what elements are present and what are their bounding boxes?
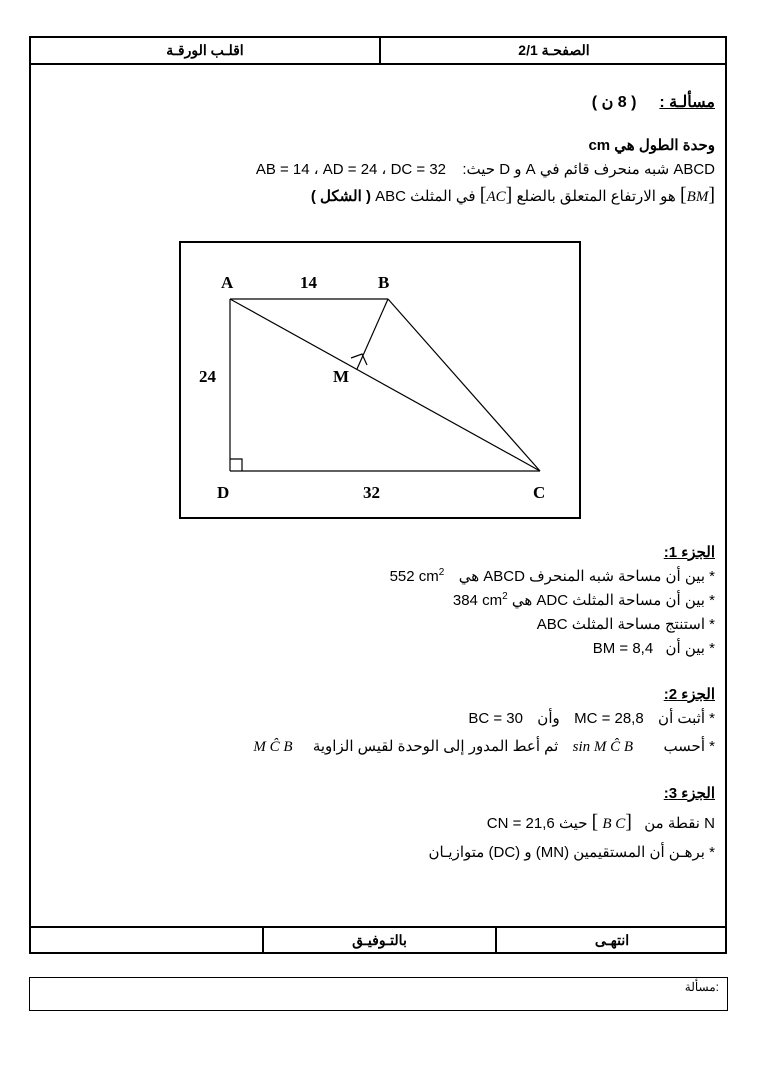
segment-ac: AC bbox=[486, 189, 506, 205]
unit-line: وحدة الطول هي cm bbox=[588, 137, 715, 154]
label-ad-length: 24 bbox=[199, 367, 216, 386]
part1-item-3: * استنتج مساحة المثلث ABC bbox=[536, 616, 715, 633]
part1-item-1: * بين أن مساحة شبه المنحرف ABCD هي 552 $cm^2$ bbox=[389, 567, 715, 585]
part1-title: الجزء 1: bbox=[663, 544, 715, 561]
statement-2d: في المثلث ABC bbox=[375, 188, 476, 205]
part2-item-1: * أثبت أن MC = 28,8 وأن BC = 30 bbox=[468, 710, 715, 727]
right-angle-d bbox=[230, 459, 242, 471]
statement-1b: AB = 14 ، AD = 24 ، DC = 32 bbox=[255, 161, 447, 178]
problem-title bbox=[592, 92, 715, 112]
sin-expression: sin M Ĉ B bbox=[572, 739, 634, 755]
footer-divider-2 bbox=[262, 928, 264, 952]
angle-mcb: M Ĉ B bbox=[253, 739, 293, 755]
problem-title-text: مسألـة : bbox=[659, 94, 715, 111]
end-label: انتهـى bbox=[594, 932, 630, 948]
problem-points: ( 8 ن ) bbox=[591, 94, 637, 111]
part3-title: الجزء 3: bbox=[663, 785, 715, 802]
segment-bc: B C bbox=[602, 816, 626, 832]
segment-bm: BM bbox=[686, 189, 709, 205]
label-m: M bbox=[333, 367, 350, 386]
header-divider bbox=[379, 38, 381, 63]
exam-frame bbox=[29, 36, 727, 954]
part1-item-4: * بين أن BM = 8,4 bbox=[592, 640, 715, 657]
statement-2b: هو الارتفاع المتعلق بالضلع bbox=[516, 188, 676, 205]
label-a: A bbox=[221, 273, 234, 292]
part3-item-1: N نقطة من [B C] حيث CN = 21,6 bbox=[486, 811, 715, 833]
label-dc-length: 32 bbox=[363, 483, 380, 502]
statement-line-1 bbox=[256, 160, 715, 178]
label-ab-length: 14 bbox=[300, 273, 317, 292]
segment-bm-line bbox=[357, 299, 388, 369]
figure-reference: ( الشكل ) bbox=[310, 188, 371, 205]
answer-box bbox=[29, 977, 728, 1011]
label-b: B bbox=[378, 273, 390, 292]
part2-title: الجزء 2: bbox=[663, 686, 715, 703]
part1-item-2: * بين أن مساحة المثلث ADC هي 384 $cm^2$ bbox=[452, 591, 715, 609]
trapezoid-figure bbox=[179, 241, 581, 519]
turn-page-label: اقلـب الورقـة bbox=[166, 42, 244, 58]
part2-item-2: * أحسب sin M Ĉ B ثم أعط المدور إلى الوحدة لقيس الزاوية M Ĉ B bbox=[253, 738, 715, 755]
segment-ac-line bbox=[230, 299, 540, 471]
label-d: D bbox=[217, 483, 230, 502]
answer-box-label: مسألة: bbox=[684, 980, 719, 994]
segment-bc-line bbox=[388, 299, 540, 471]
footer-row bbox=[31, 926, 725, 952]
footer-divider-1 bbox=[495, 928, 497, 952]
statement-1a: ABCD شبه منحرف قائم في A و D حيث: bbox=[462, 161, 715, 178]
statement-line-2: [BM] هو الارتفاع المتعلق بالضلع [AC] في المثلث ABC ( الشكل ) bbox=[310, 184, 715, 206]
label-c: C bbox=[533, 483, 546, 502]
header-row bbox=[31, 38, 725, 65]
part3-item-2: * برهـن أن المستقيمين (MN) و (DC) متوازيـان bbox=[428, 844, 715, 861]
page-number: الصفحـة 2/1 bbox=[518, 42, 590, 58]
luck-label: بالتـوفيـق bbox=[352, 932, 407, 948]
